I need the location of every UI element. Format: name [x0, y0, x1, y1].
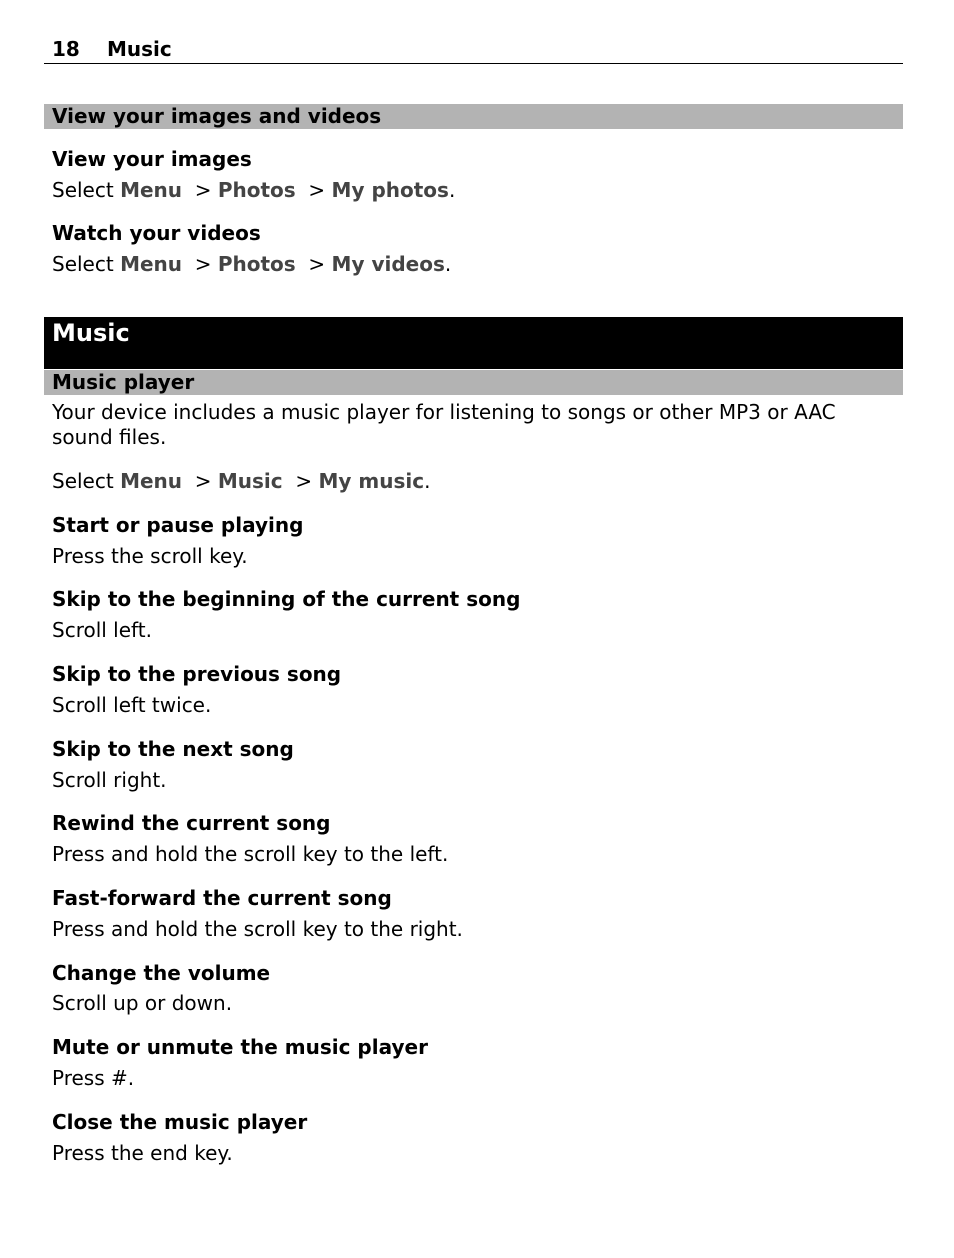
- step-heading: Fast-forward the current song: [52, 886, 392, 910]
- step-heading: Close the music player: [52, 1110, 308, 1134]
- step-text: Press the end key.: [52, 1141, 233, 1165]
- step-text: Scroll right.: [52, 768, 167, 792]
- step-heading: Rewind the current song: [52, 811, 331, 835]
- path-separator: >: [194, 178, 212, 202]
- period: .: [424, 469, 431, 493]
- step-heading: Change the volume: [52, 961, 271, 985]
- step-item: [52, 811, 892, 867]
- menu-item-photos: Photos: [217, 252, 296, 276]
- menu-path: [52, 469, 892, 494]
- step-heading: Start or pause playing: [52, 513, 304, 537]
- topic-heading: Watch your videos: [52, 221, 261, 245]
- menu-item-my-music: My music: [318, 469, 425, 493]
- step-item: [52, 737, 892, 793]
- menu-item-menu: Menu: [120, 252, 183, 276]
- chapter-name: Music: [107, 37, 172, 61]
- step-item: [52, 513, 892, 569]
- step-text: Scroll up or down.: [52, 991, 233, 1015]
- step-text: Press and hold the scroll key to the right.: [52, 917, 463, 941]
- path-separator: >: [194, 469, 212, 493]
- menu-item-photos: Photos: [217, 178, 296, 202]
- intro-paragraph: Your device includes a music player for listening to songs or other MP3 or AAC sound files.: [52, 400, 836, 449]
- page-number: 18: [52, 37, 80, 61]
- select-word: Select: [52, 178, 114, 202]
- step-item: [52, 886, 892, 942]
- step-text: Scroll left.: [52, 618, 152, 642]
- menu-item-menu: Menu: [120, 469, 183, 493]
- step-text: Press and hold the scroll key to the left.: [52, 842, 449, 866]
- step-heading: Skip to the beginning of the current song: [52, 587, 521, 611]
- menu-path: [52, 178, 892, 203]
- step-item: [52, 1110, 892, 1166]
- section-heading-music-player: Music player: [44, 370, 903, 395]
- step-item: [52, 961, 892, 1016]
- topic-view-images: [52, 147, 892, 203]
- step-text: Press the scroll key.: [52, 544, 248, 568]
- menu-path: [52, 252, 892, 277]
- period: .: [444, 252, 452, 276]
- path-separator: >: [308, 252, 326, 276]
- section-heading-images-videos: View your images and videos: [44, 104, 903, 129]
- step-heading: Mute or unmute the music player: [52, 1035, 428, 1059]
- step-text: Press #.: [52, 1066, 135, 1090]
- topic-watch-videos: [52, 221, 892, 277]
- menu-item-my-videos: My videos: [331, 252, 445, 276]
- step-item: [52, 587, 892, 643]
- path-separator: >: [308, 178, 326, 202]
- select-word: Select: [52, 252, 114, 276]
- menu-item-music: Music: [217, 469, 283, 493]
- step-text: Scroll left twice.: [52, 693, 212, 717]
- step-heading: Skip to the previous song: [52, 662, 342, 686]
- period: .: [448, 178, 456, 202]
- chapter-title-bar: Music: [44, 317, 903, 369]
- path-separator: >: [194, 252, 212, 276]
- running-header: [44, 36, 903, 64]
- step-item: [52, 1035, 892, 1091]
- step-heading: Skip to the next song: [52, 737, 294, 761]
- topic-heading: View your images: [52, 147, 252, 171]
- select-word: Select: [52, 469, 114, 493]
- menu-item-my-photos: My photos: [331, 178, 449, 202]
- path-separator: >: [295, 469, 313, 493]
- step-item: [52, 662, 892, 718]
- menu-item-menu: Menu: [120, 178, 183, 202]
